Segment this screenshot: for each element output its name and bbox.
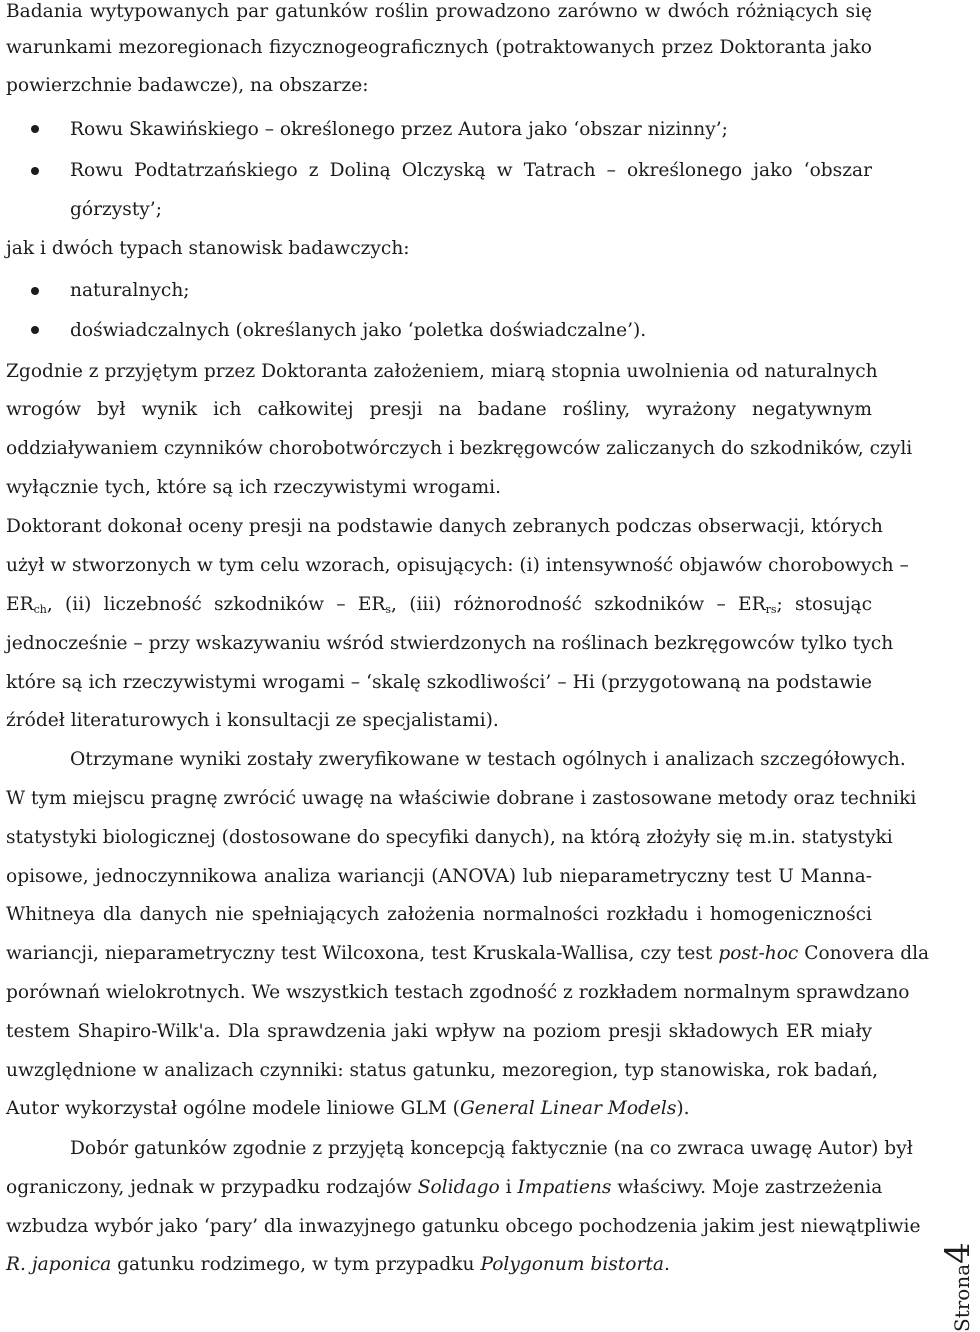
text-span: Conovera dla	[798, 943, 930, 964]
text-line: warunkami mezoregionach fizycznogeograficznych (potraktowanych przez Doktoranta jako	[6, 37, 872, 58]
italic-term: General Linear Models	[459, 1098, 677, 1119]
list-item-continuation: górzysty’;	[70, 199, 162, 220]
bullet-icon	[31, 326, 39, 334]
text-line: jak i dwóch typach stanowisk badawczych:	[6, 238, 410, 259]
er-subscript: ch	[33, 603, 47, 616]
er-subscript: rs	[765, 603, 777, 616]
text-line: źródeł literaturowych i konsultacji ze specjalistami).	[6, 710, 499, 731]
bullet-icon	[31, 167, 39, 175]
list-item: Rowu Podtatrzańskiego z Doliną Olczyską w Tatrach – określonego jako ‘obszar	[70, 160, 872, 181]
list-item: Rowu Skawińskiego – określonego przez Autora jako ‘obszar nizinny’;	[70, 119, 728, 140]
text-span: gatunku rodzimego, w tym przypadku	[111, 1254, 481, 1275]
text-line: oddziaływaniem czynników chorobotwórczych i bezkręgowców zaliczanych do szkodników, czyli	[6, 438, 913, 459]
text-line: opisowe, jednoczynnikowa analiza wariancji (ANOVA) lub nieparametryczny test U Manna-	[6, 866, 872, 887]
text-line: wzbudza wybór jako ‘pary’ dla inwazyjnego gatunku obcego pochodzenia jakim jest niewątpliwie	[6, 1216, 921, 1237]
text-span: Autor wykorzystał ogólne modele liniowe GLM (	[6, 1098, 460, 1119]
text-line	[6, 1250, 670, 1280]
text-span: , (iii) różnorodność szkodników – ER	[391, 594, 766, 615]
text-line	[6, 1173, 883, 1203]
page-number	[938, 1222, 980, 1332]
text-line: Whitneya dla danych nie spełniających założenia normalności rozkładu i homogeniczności	[6, 904, 872, 925]
text-line: Doktorant dokonał oceny presji na podstawie danych zebranych podczas obserwacji, których	[6, 516, 883, 537]
text-line	[6, 590, 872, 620]
page-number-label: Strona	[950, 1263, 974, 1332]
italic-term: post-hoc	[718, 943, 799, 964]
text-span: wariancji, nieparametryczny test Wilcoxona, test Kruskala-Wallisa, czy test	[6, 943, 719, 964]
page-number-value: 4	[938, 1242, 978, 1264]
text-line: jednocześnie – przy wskazywaniu wśród stwierdzonych na roślinach bezkręgowców tylko tych	[6, 633, 894, 654]
list-item: doświadczalnych (określanych jako ‘poletka doświadczalne’).	[70, 320, 647, 341]
text-span: ; stosując	[776, 594, 872, 615]
text-span: właściwy. Moje zastrzeżenia	[611, 1177, 883, 1198]
text-line: testem Shapiro-Wilk'a. Dla sprawdzenia jaki wpływ na poziom presji składowych ER miały	[6, 1021, 872, 1042]
text-span: i	[499, 1177, 518, 1198]
text-line: W tym miejscu pragnę zwrócić uwagę na właściwie dobrane i zastosowane metody oraz techniki	[6, 788, 917, 809]
text-line: porównań wielokrotnych. We wszystkich testach zgodność z rozkładem normalnym sprawdzano	[6, 982, 910, 1003]
text-line: statystyki biologicznej (dostosowane do specyfiki danych), na którą złożyły się m.in. statystyki	[6, 827, 893, 848]
bullet-icon	[31, 287, 39, 295]
text-span: .	[663, 1254, 670, 1275]
text-span: ograniczony, jednak w przypadku rodzajów	[6, 1177, 418, 1198]
text-line: użył w stworzonych w tym celu wzorach, opisujących: (i) intensywność objawów chorobowych –	[6, 555, 909, 576]
italic-term: R. japonica	[6, 1254, 112, 1275]
italic-term: Impatiens	[517, 1177, 612, 1198]
text-line	[6, 939, 930, 969]
text-line: Zgodnie z przyjętym przez Doktoranta założeniem, miarą stopnia uwolnienia od naturalnych	[6, 361, 878, 382]
list-item: naturalnych;	[70, 280, 190, 301]
text-line: wyłącznie tych, które są ich rzeczywistymi wrogami.	[6, 477, 502, 498]
text-line: Otrzymane wyniki zostały zweryfikowane w testach ogólnych i analizach szczegółowych.	[70, 749, 906, 770]
italic-term: Solidago	[417, 1177, 500, 1198]
text-span: ).	[676, 1098, 690, 1119]
er-symbol: ER	[6, 594, 34, 615]
er-subscript: s	[385, 603, 392, 616]
text-line: wrogów był wynik ich całkowitej presji na badane rośliny, wyrażony negatywnym	[6, 399, 872, 420]
text-line: powierzchnie badawcze), na obszarze:	[6, 75, 369, 96]
italic-term: Polygonum bistorta	[480, 1254, 664, 1275]
text-line: które są ich rzeczywistymi wrogami – ‘skalę szkodliwości’ – Hi (przygotowaną na podstawie	[6, 672, 872, 693]
text-line: Badania wytypowanych par gatunków roślin prowadzono zarówno w dwóch różniących się	[6, 1, 872, 22]
text-line: Dobór gatunków zgodnie z przyjętą koncepcją faktycznie (na co zwraca uwagę Autor) był	[70, 1138, 913, 1159]
bullet-icon	[31, 125, 39, 133]
text-span: , (ii) liczebność szkodników – ER	[46, 594, 386, 615]
text-line	[6, 1094, 690, 1124]
text-line: uwzględnione w analizach czynniki: status gatunku, mezoregion, typ stanowiska, rok badań,	[6, 1060, 879, 1081]
